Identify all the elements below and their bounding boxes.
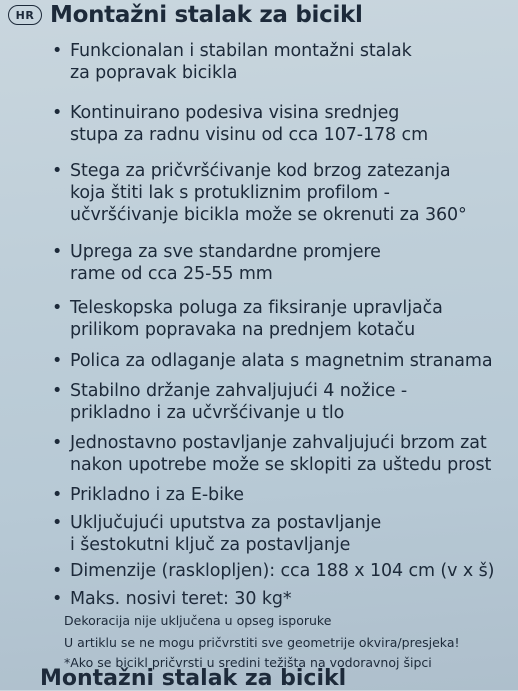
feature-line: Stega za pričvršćivanje kod brzog zatezanja xyxy=(70,161,451,181)
feature-item xyxy=(52,484,244,506)
feature-item xyxy=(52,432,492,476)
feature-line: učvršćivanje bicikla može se okrenuti za 360° xyxy=(70,205,467,225)
cut-off-heading xyxy=(40,666,347,691)
feature-line: Uprega za sve standardne promjere xyxy=(70,242,381,262)
header xyxy=(8,2,363,28)
cut-off-heading-text: Montažni stalak za bicikl xyxy=(40,666,347,691)
bullet-dot-icon: • xyxy=(52,485,63,505)
bullet-dot-icon: • xyxy=(52,103,63,123)
feature-line: Teleskopska poluga za fiksiranje upravljača xyxy=(70,298,443,318)
feature-item xyxy=(52,380,408,424)
feature-line: Polica za odlaganje alata s magnetnim stranama xyxy=(70,351,493,371)
feature-item xyxy=(52,588,292,610)
feature-line: Dimenzije (rasklopljen): cca 188 x 104 cm (v x š) xyxy=(70,561,495,581)
feature-line: prikladno i za učvršćivanje u tlo xyxy=(70,403,345,423)
feature-line: nakon upotrebe može se sklopiti za uštedu prost xyxy=(70,455,492,475)
feature-line: Maks. nosivi teret: 30 kg* xyxy=(70,589,292,609)
feature-item xyxy=(52,560,495,582)
feature-item xyxy=(52,512,382,556)
feature-line: Jednostavno postavljanje zahvaljujući brzom zat xyxy=(70,433,487,453)
bullet-dot-icon: • xyxy=(52,433,63,453)
bullet-dot-icon: • xyxy=(52,41,63,61)
feature-line: Kontinuirano podesiva visina srednjeg xyxy=(70,103,400,123)
bullet-dot-icon: • xyxy=(52,381,63,401)
feature-line: koja štiti lak s protukliznim profilom - xyxy=(70,183,390,203)
note-frame-geometry: U artiklu se ne mogu pričvrstiti sve geometrije okvira/presjeka! xyxy=(64,635,460,650)
feature-line: i šestokutni ključ za postavljanje xyxy=(70,535,351,555)
feature-item xyxy=(52,40,412,84)
feature-item xyxy=(52,350,493,372)
feature-line: Uključujući uputstva za postavljanje xyxy=(70,513,382,533)
bullet-dot-icon: • xyxy=(52,298,63,318)
note-decoration: Dekoracija nije uključena u opseg isporuke xyxy=(64,613,332,628)
bullet-dot-icon: • xyxy=(52,161,63,181)
bullet-dot-icon: • xyxy=(52,242,63,262)
language-badge: HR xyxy=(8,5,42,25)
feature-item xyxy=(52,160,467,226)
feature-line: prilikom popravaka na prednjem kotaču xyxy=(70,320,416,340)
bullet-dot-icon: • xyxy=(52,513,63,533)
bullet-dot-icon: • xyxy=(52,589,63,609)
feature-line: Prikladno i za E-bike xyxy=(70,485,244,505)
feature-line: Funkcionalan i stabilan montažni stalak xyxy=(70,41,412,61)
product-title: Montažni stalak za bicikl xyxy=(50,2,363,28)
bullet-dot-icon: • xyxy=(52,561,63,581)
bullet-dot-icon: • xyxy=(52,351,63,371)
feature-item xyxy=(52,102,429,146)
feature-line: Stabilno držanje zahvaljujući 4 nožice - xyxy=(70,381,408,401)
feature-item xyxy=(52,241,381,285)
feature-item xyxy=(52,297,443,341)
feature-line: rame od cca 25-55 mm xyxy=(70,264,273,284)
feature-line: stupa za radnu visinu od cca 107-178 cm xyxy=(70,125,429,145)
feature-line: za popravak bicikla xyxy=(70,63,238,83)
note-center-of-gravity: *Ako se bicikl pričvrsti u sredini težišta na vodoravnoj šipci xyxy=(64,655,432,670)
